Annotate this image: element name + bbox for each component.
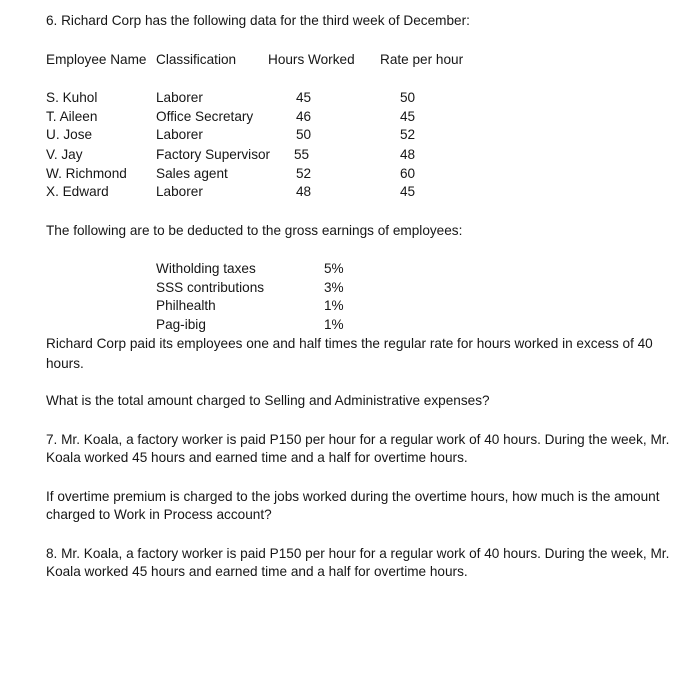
deduction-value: 5% bbox=[324, 261, 344, 276]
q6-question: What is the total amount charged to Selling and Administrative expenses? bbox=[46, 393, 490, 408]
employee-hours: 52 bbox=[296, 166, 312, 181]
employee-classification: Laborer bbox=[156, 184, 203, 199]
q8-text: 8. Mr. Koala, a factory worker is paid P150 per hour for a regular work of 40 hours. During the week, Mr. Koala worked 45 hours and earned time and a half for overtime hours. bbox=[46, 546, 670, 579]
employee-classification: Factory Supervisor bbox=[156, 147, 271, 162]
employee-rate: 45 bbox=[400, 109, 416, 124]
q7-question: If overtime premium is charged to the jobs worked during the overtime hours, how much is the amount charged to Work in Process account? bbox=[46, 489, 660, 522]
header-hours-worked: Hours Worked bbox=[268, 52, 355, 67]
employee-hours: 55 bbox=[294, 147, 310, 162]
employee-classification: Office Secretary bbox=[156, 109, 254, 124]
employee-rate: 60 bbox=[400, 166, 416, 181]
employee-rate: 48 bbox=[400, 147, 416, 162]
deduction-label: SSS contributions bbox=[156, 280, 265, 295]
employee-classification: Laborer bbox=[156, 127, 203, 142]
employee-name: U. Jose bbox=[46, 127, 93, 142]
header-rate-per-hour: Rate per hour bbox=[380, 52, 464, 67]
header-employee-name: Employee Name bbox=[46, 52, 147, 67]
overtime-note: Richard Corp paid its employees one and half times the regular rate for hours worked in excess of 40 hours. bbox=[46, 336, 653, 371]
employee-rate: 50 bbox=[400, 90, 416, 105]
deduction-label: Philhealth bbox=[156, 298, 216, 313]
employee-hours: 48 bbox=[296, 184, 312, 199]
employee-rate: 45 bbox=[400, 184, 416, 199]
q7-text: 7. Mr. Koala, a factory worker is paid P150 per hour for a regular work of 40 hours. During the week, Mr. Koala worked 45 hours and earned time and a half for overtime hours. bbox=[46, 432, 670, 465]
employee-classification: Laborer bbox=[156, 90, 203, 105]
employee-name: X. Edward bbox=[46, 184, 109, 199]
deduction-value: 3% bbox=[324, 280, 344, 295]
deduction-label: Pag-ibig bbox=[156, 317, 206, 332]
header-classification: Classification bbox=[156, 52, 237, 67]
deduction-label: Witholding taxes bbox=[156, 261, 256, 276]
employee-rate: 52 bbox=[400, 127, 416, 142]
q6-title: 6. Richard Corp has the following data for the third week of December: bbox=[46, 13, 470, 28]
employee-hours: 46 bbox=[296, 109, 312, 124]
employee-name: V. Jay bbox=[46, 147, 83, 162]
employee-name: W. Richmond bbox=[46, 166, 127, 181]
employee-classification: Sales agent bbox=[156, 166, 228, 181]
employee-name: S. Kuhol bbox=[46, 90, 98, 105]
employee-name: T. Aileen bbox=[46, 109, 98, 124]
deduction-value: 1% bbox=[324, 298, 344, 313]
deductions-intro: The following are to be deducted to the gross earnings of employees: bbox=[46, 223, 463, 238]
deduction-value: 1% bbox=[324, 317, 344, 332]
employee-hours: 50 bbox=[296, 127, 312, 142]
employee-hours: 45 bbox=[296, 90, 312, 105]
